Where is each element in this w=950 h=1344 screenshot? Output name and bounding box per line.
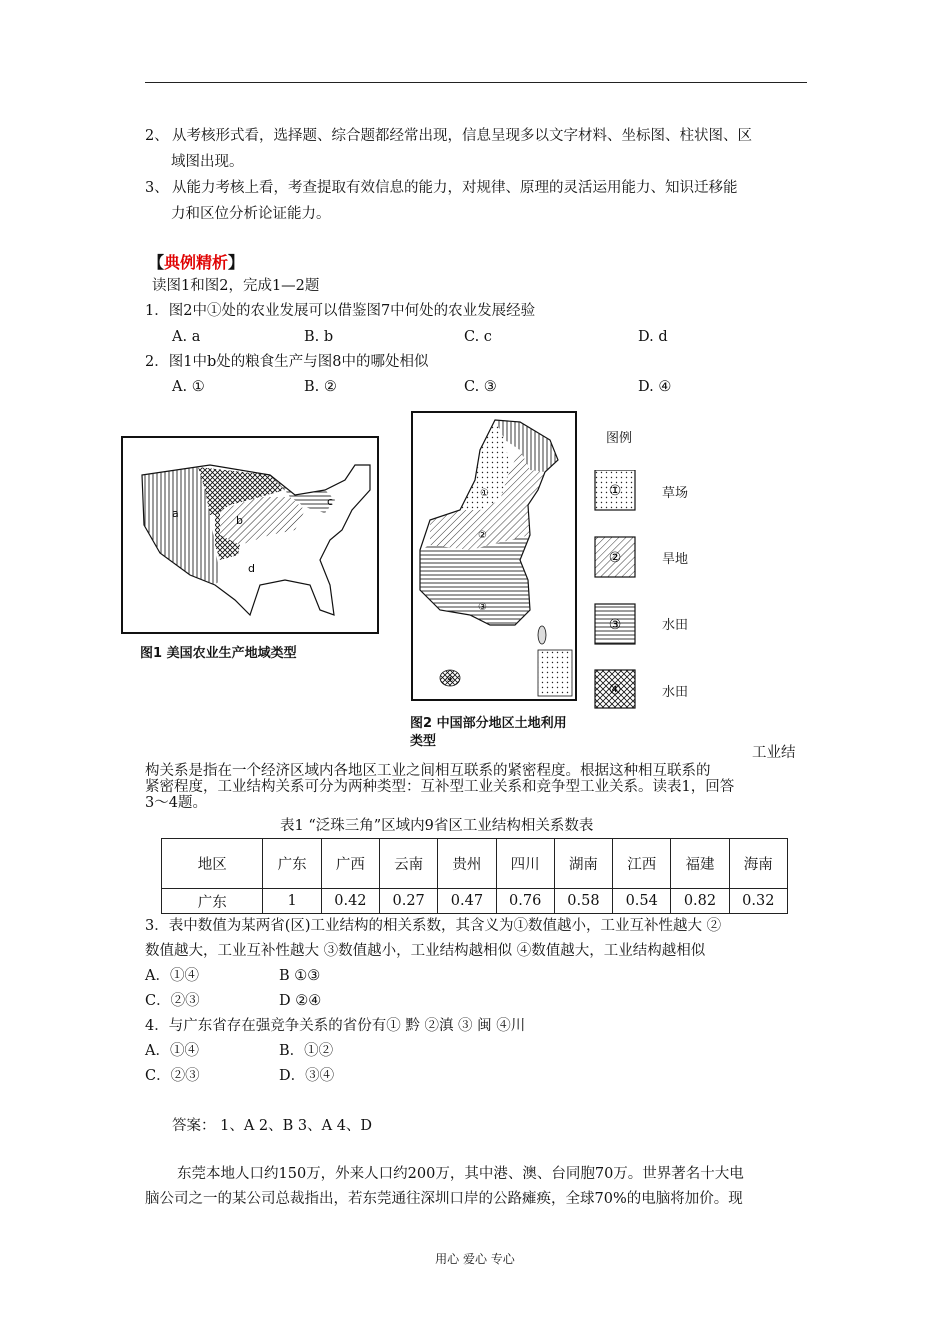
legend-symbol-4: ④ [608,682,622,698]
table-cell: 0.58 [554,889,612,914]
table-cell: 0.54 [613,889,671,914]
item-number: 3、 [145,180,169,196]
question-1: 1．图2中①处的农业发展可以借鉴图7中何处的农业发展经验 [145,303,536,319]
table-cell: 0.42 [321,889,379,914]
figure-1-caption: 图1 美国农业生产地域类型 [140,646,297,661]
table-header-cell: 海南 [729,839,787,889]
bracket-open: 【 [148,253,165,272]
table-header-row [162,839,788,889]
section-title: 典例精析 [164,253,229,272]
intro-item-2 [145,126,752,146]
region-label-a: a [172,507,179,520]
table-header-cell: 云南 [380,839,438,889]
legend-symbol-2: ② [608,550,622,566]
table-cell: 0.32 [729,889,787,914]
section-heading [148,250,244,273]
legend-label-3: 水田 [662,618,689,633]
question-3-line-2: 数值越大，工业互补性越大 ③数值越小，工业结构越相似 ④数值越大，工业结构越相似 [145,943,706,959]
legend-symbol-3: ③ [608,617,622,633]
passage-lead-fragment: 工业结 [752,745,796,761]
table-header-cell: 湖南 [554,839,612,889]
map-label-4: ④ [446,675,455,685]
table-cell: 0.76 [496,889,554,914]
intro-item-3 [145,178,738,198]
q1-option-d: D. d [638,329,668,345]
inset-south-china-sea [538,650,572,696]
figure-2-caption-line1: 图2 中国部分地区土地利用 [410,716,567,731]
q2-option-a: A. ① [172,379,205,395]
passage-line-2: 紧密程度，工业结构关系可分为两种类型：互补型工业关系和竞争型工业关系。读表1，回答 [145,779,735,795]
figure-1-us-map [120,435,380,635]
question-2: 2．图1中b处的粮食生产与图8中的哪处相似 [145,354,429,370]
q2-option-d: D. ④ [638,379,672,395]
table-header-cell: 江西 [613,839,671,889]
item-text: 从考核形式看，选择题、综合题都经常出现，信息呈现多以文字材料、坐标图、柱状图、区 [172,128,752,144]
q2-option-c: C. ③ [464,379,497,395]
map-label-1: ① [480,488,489,499]
q1-option-c: C. c [464,329,492,345]
legend-label-1: 草场 [662,486,689,501]
q12-lead: 读图1和图2，完成1—2题 [152,278,320,294]
header-rule [145,82,807,83]
table-1 [161,838,788,914]
passage-line-1: 构关系是指在一个经济区域内各地区工业之间相互联系的紧密程度。根据这种相互联系的 [145,763,711,779]
figure-2-china-map [410,410,580,702]
q4-option-c: C．②③ [145,1068,200,1084]
q4-option-b: B．①② [279,1043,334,1059]
q3-option-a: A．①④ [145,968,199,984]
q3-option-c: C．②③ [145,993,200,1009]
region-label-b: b [236,514,243,527]
table-header-cell: 福建 [671,839,729,889]
map-label-3: ③ [478,602,487,613]
region-label-c: c [327,495,334,508]
q3-option-d: D ②④ [279,993,322,1009]
table-cell: 0.82 [671,889,729,914]
legend-symbol-1: ① [608,483,622,499]
item-number: 2、 [145,128,169,144]
intro-item-3-cont: 力和区位分析论证能力。 [171,206,331,222]
table-header-cell: 贵州 [438,839,496,889]
answer-line: 答案： 1、A 2、B 3、A 4、D [172,1118,373,1134]
table-1-title: 表1 “泛珠三角”区域内9省区工业结构相关系数表 [280,818,594,834]
q1-option-b: B. b [304,329,334,345]
table-header-cell: 地区 [162,839,263,889]
table-cell: 1 [263,889,321,914]
legend-label-4: 水田 [662,685,689,700]
table-header-cell: 四川 [496,839,554,889]
dongguan-line-2: 脑公司之一的某公司总裁指出，若东莞通往深圳口岸的公路瘫痪，全球70%的电脑将加价。现 [145,1191,743,1207]
q4-option-d: D．③④ [279,1068,335,1084]
legend-label-2: 旱地 [662,552,689,567]
q1-option-a: A. a [172,329,201,345]
page-footer: 用心 爱心 专心 [435,1252,515,1266]
table-cell: 广东 [162,889,263,914]
table-cell: 0.27 [380,889,438,914]
taiwan-shape [538,626,546,644]
q4-option-a: A．①④ [145,1043,199,1059]
item-text: 从能力考核上看，考查提取有效信息的能力，对规律、原理的灵活运用能力、知识迁移能 [172,180,738,196]
passage-line-3: 3～4题。 [145,795,207,811]
intro-item-2-cont: 域图出现。 [171,154,244,170]
bracket-close: 】 [228,253,245,272]
region-label-d: d [248,562,255,575]
legend-title: 图例 [606,431,633,446]
question-3-line-1: 3．表中数值为某两省(区)工业结构的相关系数，其含义为①数值越小，工业互补性越大 ② [145,918,722,934]
q3-option-b: B ①③ [279,968,321,984]
table-cell: 0.47 [438,889,496,914]
map-label-2: ② [478,530,487,541]
table-header-cell: 广东 [263,839,321,889]
table-row [162,889,788,914]
q2-option-b: B. ② [304,379,337,395]
figure-2-caption-line2: 类型 [410,734,437,749]
dongguan-line-1: 东莞本地人口约150万，外来人口约200万，其中港、澳、台同胞70万。世界著名十大电 [177,1166,744,1182]
table-header-cell: 广西 [321,839,379,889]
question-4: 4．与广东省存在强竞争关系的省份有① 黔 ②滇 ③ 闽 ④川 [145,1018,526,1034]
legend-swatches [594,470,638,710]
